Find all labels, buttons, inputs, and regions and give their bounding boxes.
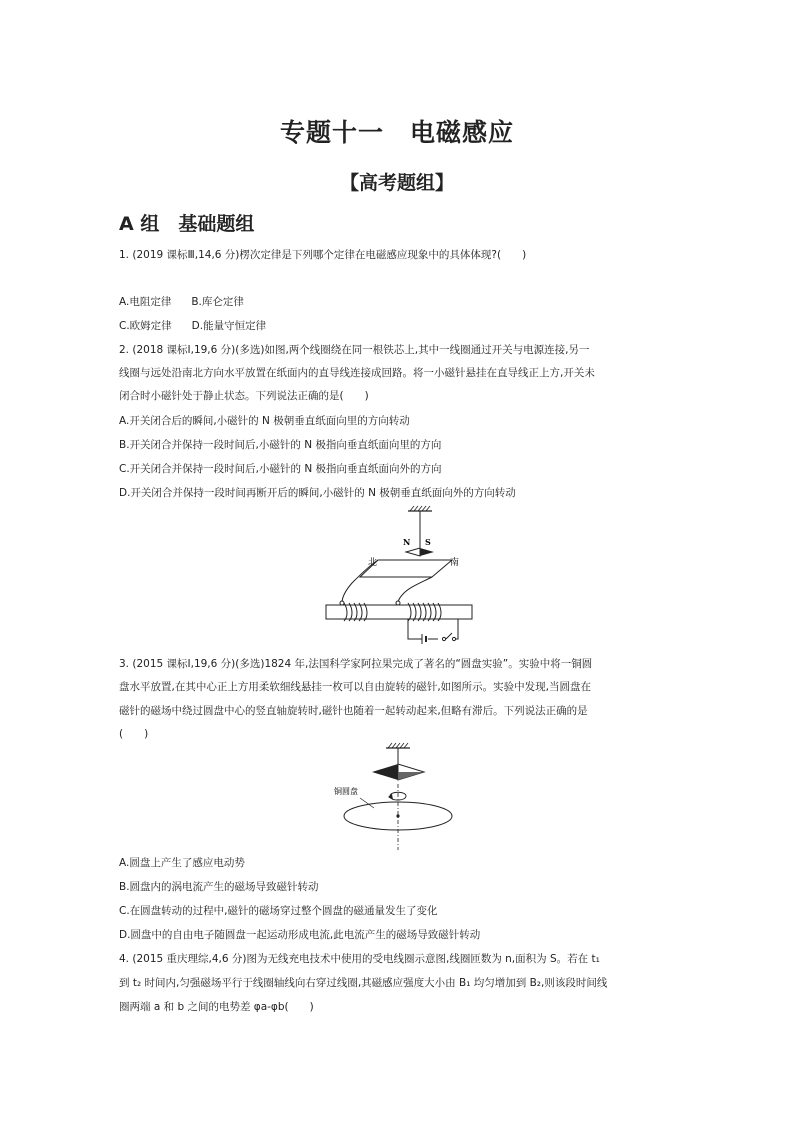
- disk-label-leader: [360, 798, 374, 808]
- question-3-stem-line-1: 3. (2015 课标Ⅰ,19,6 分)(多选)1824 年,法国科学家阿拉果完成了著名的“圆盘实验”。实验中将一铜圆: [119, 658, 593, 670]
- question-1-options-row2: [119, 319, 266, 333]
- question-2-stem-line-3: 闭合时小磁针处于静止状态。下列说法正确的是( ): [119, 390, 369, 402]
- group-heading: 【高考题组】: [339, 172, 454, 194]
- question-2-figure: [320, 505, 480, 645]
- question-2-stem-line-2: 线圈与远处沿南北方向水平放置在纸面内的直导线连接成回路。将一小磁针悬挂在直导线正上方,开关未: [119, 367, 595, 379]
- question-1-option-c: C.欧姆定律: [119, 320, 172, 332]
- label-north: 北: [368, 558, 378, 568]
- question-2-option-a: A.开关闭合后的瞬间,小磁针的 N 极朝垂直纸面向里的方向转动: [119, 415, 410, 427]
- ceiling-hatch: [388, 743, 408, 748]
- page-title: 专题十一 电磁感应: [279, 118, 514, 147]
- compass-needle-dark: [372, 764, 398, 780]
- question-2-stem-line-1: 2. (2018 课标Ⅰ,19,6 分)(多选)如图,两个线圈绕在同一根铁芯上,其中一线圈通过开关与电源连接,另一: [119, 344, 590, 356]
- needle-label-s: S: [425, 537, 431, 547]
- label-south: 南: [450, 558, 460, 568]
- magnetic-needle-south: [420, 548, 434, 556]
- question-3-stem-line-4: ( ): [119, 728, 149, 740]
- connecting-wire-right: [398, 577, 432, 603]
- right-coil-terminal: [396, 601, 400, 605]
- switch-contact-right: [452, 637, 455, 640]
- iron-core: [326, 605, 472, 619]
- question-2-option-b: B.开关闭合并保持一段时间后,小磁针的 N 极指向垂直纸面向里的方向: [119, 439, 442, 451]
- magnetic-needle-north: [406, 548, 420, 556]
- section-heading: A 组 基础题组: [119, 213, 255, 235]
- left-coil-terminal: [340, 601, 344, 605]
- question-2-option-c: C.开关闭合并保持一段时间后,小磁针的 N 极指向垂直纸面向外的方向: [119, 463, 442, 475]
- question-3-option-d: D.圆盘中的自由电子随圆盘一起运动形成电流,此电流产生的磁场导致磁针转动: [119, 929, 481, 941]
- question-1-option-d: D.能量守恒定律: [191, 320, 267, 332]
- question-1-option-a: A.电阻定律: [119, 296, 172, 308]
- question-3-figure: [330, 742, 470, 854]
- question-4-stem-line-2: 到 t₂ 时间内,匀强磁场平行于线圈轴线向右穿过线圈,其磁感应强度大小由 B₁ 均匀增加到 B₂,则该段时间线: [119, 977, 608, 989]
- disk-center: [396, 814, 399, 817]
- question-3-option-a: A.圆盘上产生了感应电动势: [119, 857, 245, 869]
- battery-circuit: [408, 619, 458, 639]
- question-2-option-d: D.开关闭合并保持一段时间再断开后的瞬间,小磁针的 N 极朝垂直纸面向外的方向转动: [119, 487, 516, 499]
- question-3-option-b: B.圆盘内的涡电流产生的磁场导致磁针转动: [119, 881, 319, 893]
- needle-label-n: N: [403, 537, 411, 547]
- ceiling-hatch: [410, 506, 430, 511]
- question-3-stem-line-2: 盘水平放置,在其中心正上方用柔软细线悬挂一枚可以自由旋转的磁针,如图所示。实验中发现,当圆盘在: [119, 681, 592, 693]
- question-4-stem-line-1: 4. (2015 重庆理综,4,6 分)图为无线充电技术中使用的受电线圈示意图,线圈匝数为 n,面积为 S。若在 t₁: [119, 953, 600, 965]
- question-4-stem-line-3: 圈两端 a 和 b 之间的电势差 φa-φb( ): [119, 1001, 314, 1013]
- question-1-stem: 1. (2019 课标Ⅲ,14,6 分)楞次定律是下列哪个定律在电磁感应现象中的具体体现?( ): [119, 249, 527, 261]
- switch-contact-left: [442, 637, 445, 640]
- question-3-option-c: C.在圆盘转动的过程中,磁针的磁场穿过整个圆盘的磁通量发生了变化: [119, 905, 438, 917]
- disk-label: 铜圆盘: [334, 787, 358, 796]
- question-1-options-row1: [119, 295, 244, 309]
- question-1-option-b: B.库仑定律: [191, 296, 244, 308]
- question-3-stem-line-3: 磁针的磁场中绕过圆盘中心的竖直轴旋转时,磁针也随着一起转动起来,但略有滞后。下列说法正确的是: [119, 705, 588, 717]
